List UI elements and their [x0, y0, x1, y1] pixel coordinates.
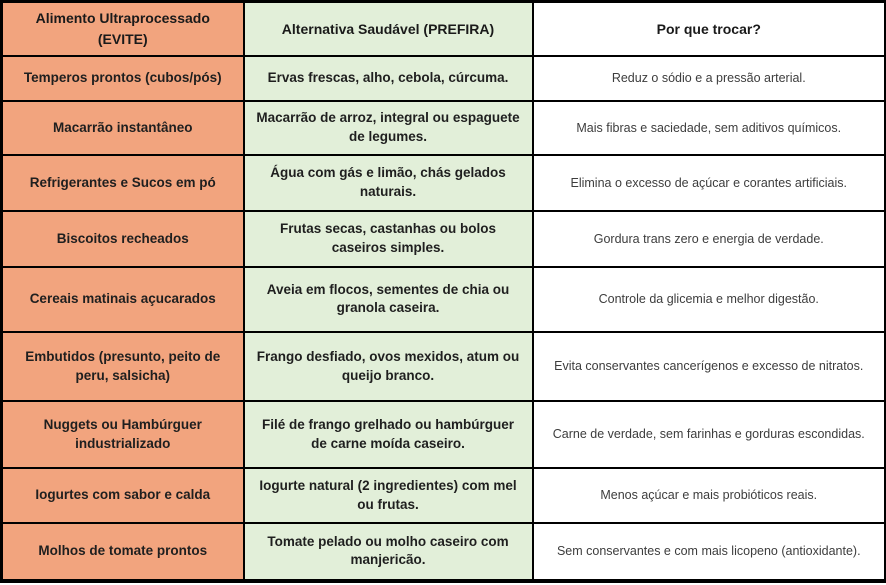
header-prefer: Alternativa Saudável (PREFIRA) [244, 2, 533, 56]
cell-why: Carne de verdade, sem farinhas e gorduras escondidas. [533, 401, 886, 468]
cell-why: Gordura trans zero e energia de verdade. [533, 211, 886, 267]
cell-avoid: Cereais matinais açucarados [2, 267, 244, 331]
cell-avoid: Molhos de tomate prontos [2, 523, 244, 581]
cell-avoid: Iogurtes com sabor e calda [2, 468, 244, 523]
header-why: Por que trocar? [533, 2, 886, 56]
cell-avoid: Temperos prontos (cubos/pós) [2, 56, 244, 101]
table-row [2, 101, 886, 156]
cell-avoid: Nuggets ou Hambúrguer industrializado [2, 401, 244, 468]
cell-why: Sem conservantes e com mais licopeno (antioxidante). [533, 523, 886, 581]
table-row [2, 332, 886, 402]
table-row [2, 155, 886, 211]
table-row [2, 401, 886, 468]
cell-why: Mais fibras e saciedade, sem aditivos químicos. [533, 101, 886, 156]
cell-prefer: Água com gás e limão, chás gelados naturais. [244, 155, 533, 211]
table-row [2, 56, 886, 101]
cell-prefer: Macarrão de arroz, integral ou espaguete de legumes. [244, 101, 533, 156]
cell-prefer: Tomate pelado ou molho caseiro com manjericão. [244, 523, 533, 581]
cell-prefer: Frango desfiado, ovos mexidos, atum ou queijo branco. [244, 332, 533, 402]
cell-why: Elimina o excesso de açúcar e corantes artificiais. [533, 155, 886, 211]
cell-why: Controle da glicemia e melhor digestão. [533, 267, 886, 331]
cell-why: Evita conservantes cancerígenos e excesso de nitratos. [533, 332, 886, 402]
cell-prefer: Ervas frescas, alho, cebola, cúrcuma. [244, 56, 533, 101]
cell-avoid: Biscoitos recheados [2, 211, 244, 267]
cell-why: Reduz o sódio e a pressão arterial. [533, 56, 886, 101]
cell-prefer: Iogurte natural (2 ingredientes) com mel ou frutas. [244, 468, 533, 523]
table-row [2, 523, 886, 581]
cell-why: Menos açúcar e mais probióticos reais. [533, 468, 886, 523]
header-row [2, 2, 886, 56]
cell-prefer: Frutas secas, castanhas ou bolos caseiros simples. [244, 211, 533, 267]
cell-avoid: Refrigerantes e Sucos em pó [2, 155, 244, 211]
cell-prefer: Aveia em flocos, sementes de chia ou granola caseira. [244, 267, 533, 331]
table-row [2, 468, 886, 523]
table-row [2, 211, 886, 267]
table-row [2, 267, 886, 331]
header-avoid: Alimento Ultraprocessado (EVITE) [2, 2, 244, 56]
cell-avoid: Macarrão instantâneo [2, 101, 244, 156]
cell-prefer: Filé de frango grelhado ou hambúrguer de carne moída caseiro. [244, 401, 533, 468]
cell-avoid: Embutidos (presunto, peito de peru, salsicha) [2, 332, 244, 402]
